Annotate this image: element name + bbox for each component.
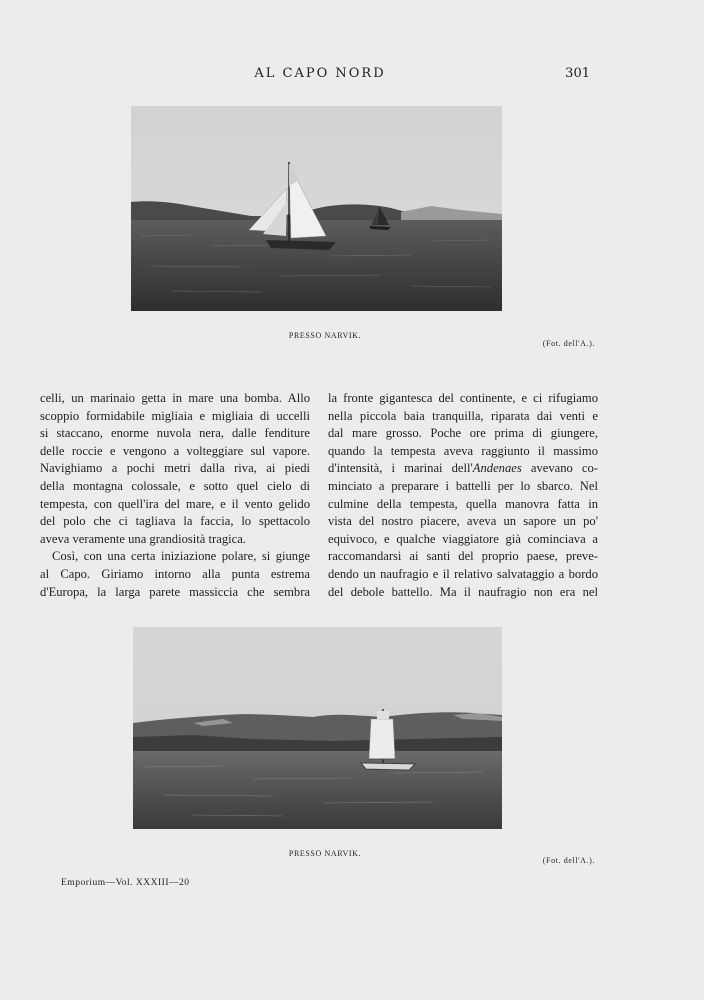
sailboat-photo-icon [131,106,502,311]
photo-presso-narvik-2 [133,627,502,829]
text-line: vista del nostro piacere, aveva un sapore un po' [328,514,598,529]
text-fragment: avevano co- [521,461,598,476]
text-line: nella piccola baia tranquilla, riparata dai venti e [328,408,598,423]
text-line: del polo che ci tagliava la faccia, lo spettacolo [40,514,310,529]
text-line: dal mare grosso. Poche ore prima di giungere, [328,426,598,441]
text-line: quando la tempesta aveva raggiunto il massimo [328,443,598,458]
text-line: Navighiamo a pochi metri dalla riva, ai piedi [40,461,310,476]
photo-credit-2: (Fot. dell'A.). [542,856,595,865]
footer-signature: Emporium—Vol. XXXIII—20 [61,878,190,888]
text-column-left [40,390,310,601]
text-line: la fronte gigantesca del continente, e ci rifugiamo [328,391,598,405]
text-line: d'Europa, la larga parete massiccia che sembra [40,584,310,599]
photo-caption-1: PRESSO NARVIK. [288,331,362,340]
ship-name-italic: Andenaes [472,461,522,476]
text-line: Così, con una certa iniziazione polare, si giunge [52,549,310,564]
text-line: equivoco, e qualche viaggiatore già cominciava a [328,531,598,546]
text-line: minciato a preparare i battelli per lo sbarco. Nel [328,478,598,493]
photo-presso-narvik-1 [131,106,502,311]
text-line: tempesta, con quell'ira del mare, e il vento gelido [40,496,310,511]
page-number: 301 [565,66,590,81]
text-line: culmine della tempesta, quella manovra fatta in [328,496,598,511]
text-column-right [328,390,598,601]
text-line: celli, un marinaio getta in mare una bomba. Allo [40,391,310,405]
text-line: aveva veramente una grandiosità tragica. [40,531,246,546]
photo-credit-1: (Fot. dell'A.). [542,339,595,348]
photo-caption-2: PRESSO NARVIK. [288,849,362,858]
text-fragment: d'intensità, i marinai dell' [328,461,473,476]
running-title: AL CAPO NORD [254,66,386,81]
sailboat-photo-icon [133,627,502,829]
text-line: delle roccie e vengono a volteggiare sul vapore. [40,443,310,458]
text-line-with-italic [328,460,598,478]
text-line: raccomandarsi ai santi del proprio paese, preve- [328,549,598,564]
text-line: scoppio formidabile migliaia e migliaia di uccelli [40,408,310,423]
text-line: al Capo. Giriamo intorno alla punta estrema [40,566,310,581]
text-line: dendo un naufragio e il relativo salvataggio a bordo [328,566,598,581]
text-line: della montagna colossale, e sotto quel cielo di [40,478,310,493]
text-line: del debole battello. Ma il naufragio non era nel [328,584,598,599]
text-line: si staccano, enorme nuvola nera, dalle fenditure [40,426,310,441]
